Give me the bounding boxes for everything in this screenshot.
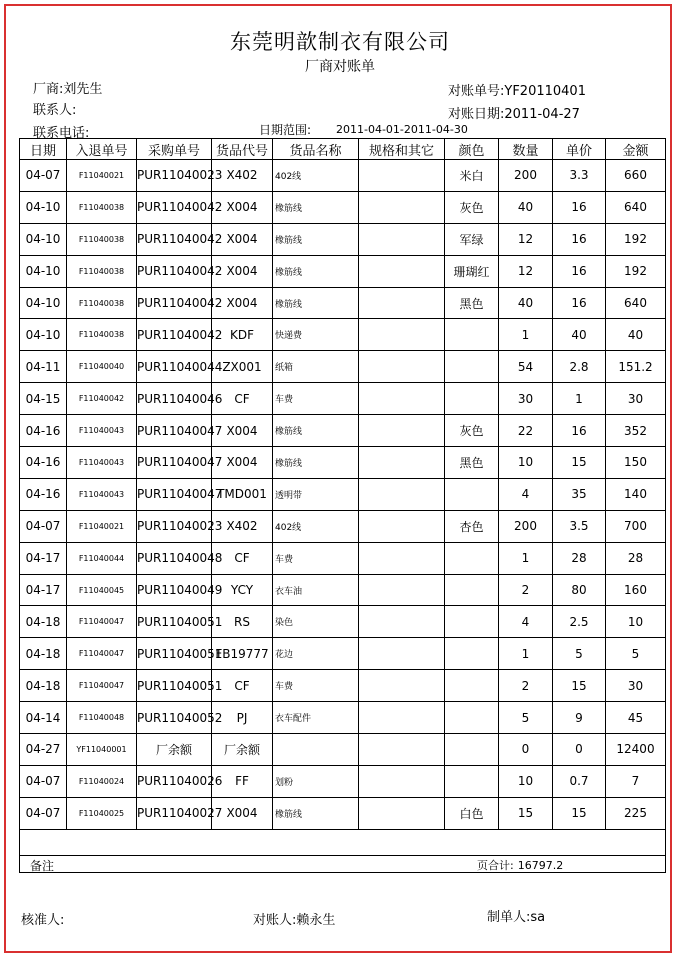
- cell-item-name: 橡筋线: [273, 255, 359, 287]
- cell-item-name: 衣车配件: [273, 702, 359, 734]
- cell-unit-price: 0: [553, 734, 606, 766]
- cell-unit-price: 9: [553, 702, 606, 734]
- page-total-label: 页合计:: [477, 858, 514, 872]
- cell-date: 04-17: [20, 542, 67, 574]
- cell-item-code: TMD001: [212, 478, 273, 510]
- cell-item-name: 纸箱: [273, 351, 359, 383]
- cell-date: 04-17: [20, 574, 67, 606]
- cell-unit-price: 1: [553, 383, 606, 415]
- cell-spec: [359, 702, 445, 734]
- table-row: [20, 319, 666, 351]
- cell-item-name: 橡筋线: [273, 415, 359, 447]
- cell-spec: [359, 223, 445, 255]
- col-header-spec: 规格和其它: [359, 139, 445, 160]
- cell-color: [445, 319, 499, 351]
- cell-item-code: 厂余额: [212, 734, 273, 766]
- cell-item-code: ZX001: [212, 351, 273, 383]
- table-row: [20, 797, 666, 829]
- cell-date: 04-27: [20, 734, 67, 766]
- cell-item-name: 橡筋线: [273, 287, 359, 319]
- table-row: [20, 160, 666, 192]
- cell-item-code: CF: [212, 670, 273, 702]
- cell-color: 珊瑚红: [445, 255, 499, 287]
- cell-date: 04-10: [20, 287, 67, 319]
- cell-item-code: X004: [212, 797, 273, 829]
- cell-inout-no: F11040045: [67, 574, 137, 606]
- cell-spec: [359, 478, 445, 510]
- cell-inout-no: F11040038: [67, 287, 137, 319]
- table-row: [20, 510, 666, 542]
- cell-inout-no: F11040040: [67, 351, 137, 383]
- cell-date: 04-18: [20, 670, 67, 702]
- page-total-value: 16797.2: [517, 858, 564, 872]
- cell-qty: 12: [499, 223, 553, 255]
- cell-qty: 5: [499, 702, 553, 734]
- cell-unit-price: 16: [553, 415, 606, 447]
- cell-item-name: 402线: [273, 510, 359, 542]
- cell-color: 黑色: [445, 287, 499, 319]
- cell-inout-no: F11040021: [67, 510, 137, 542]
- col-header-color: 颜色: [445, 139, 499, 160]
- table-row: [20, 415, 666, 447]
- cell-po-no: PUR11040049: [137, 574, 212, 606]
- cell-spec: [359, 191, 445, 223]
- cell-qty: 40: [499, 191, 553, 223]
- cell-qty: 200: [499, 510, 553, 542]
- cell-qty: 2: [499, 670, 553, 702]
- cell-item-code: X004: [212, 415, 273, 447]
- table-row: [20, 670, 666, 702]
- cell-date: 04-07: [20, 797, 67, 829]
- table-row: [20, 734, 666, 766]
- cell-spec: [359, 447, 445, 479]
- cell-color: 米白: [445, 160, 499, 192]
- cell-item-name: 车费: [273, 383, 359, 415]
- cell-po-no: PUR11040047: [137, 478, 212, 510]
- table-row: [20, 638, 666, 670]
- cell-qty: 1: [499, 542, 553, 574]
- cell-amount: 150: [606, 447, 666, 479]
- table-row: [20, 702, 666, 734]
- date-range-label: 日期范围:: [259, 123, 312, 137]
- cell-inout-no: F11040047: [67, 670, 137, 702]
- cell-spec: [359, 574, 445, 606]
- cell-amount: 192: [606, 255, 666, 287]
- cell-spec: [359, 255, 445, 287]
- cell-item-name: 划粉: [273, 765, 359, 797]
- cell-po-no: PUR11040027: [137, 797, 212, 829]
- cell-item-code: FF: [212, 765, 273, 797]
- cell-unit-price: 2.8: [553, 351, 606, 383]
- cell-unit-price: 5: [553, 638, 606, 670]
- cell-spec: [359, 510, 445, 542]
- cell-po-no: 厂余额: [137, 734, 212, 766]
- table-row: [20, 383, 666, 415]
- cell-date: 04-10: [20, 255, 67, 287]
- cell-spec: [359, 638, 445, 670]
- date-range-value: 2011-04-01-2011-04-30: [336, 123, 468, 136]
- cell-color: 军绿: [445, 223, 499, 255]
- cell-inout-no: F11040047: [67, 638, 137, 670]
- cell-unit-price: 16: [553, 255, 606, 287]
- cell-amount: 7: [606, 765, 666, 797]
- col-header-amount: 金额: [606, 139, 666, 160]
- cell-unit-price: 80: [553, 574, 606, 606]
- col-header-po-no: 采购单号: [137, 139, 212, 160]
- cell-qty: 40: [499, 287, 553, 319]
- cell-po-no: PUR11040042: [137, 191, 212, 223]
- cell-unit-price: 16: [553, 287, 606, 319]
- cell-item-name: 402线: [273, 160, 359, 192]
- cell-po-no: PUR11040042: [137, 319, 212, 351]
- cell-amount: 640: [606, 191, 666, 223]
- cell-po-no: PUR11040047: [137, 447, 212, 479]
- table-row: [20, 574, 666, 606]
- cell-item-code: PJ: [212, 702, 273, 734]
- cell-qty: 1: [499, 319, 553, 351]
- cell-spec: [359, 542, 445, 574]
- cell-unit-price: 3.5: [553, 510, 606, 542]
- cell-spec: [359, 287, 445, 319]
- col-header-date: 日期: [20, 139, 67, 160]
- cell-color: [445, 606, 499, 638]
- table-row: [20, 447, 666, 479]
- empty-row: [20, 829, 666, 855]
- cell-qty: 4: [499, 606, 553, 638]
- cell-spec: [359, 606, 445, 638]
- cell-unit-price: 2.5: [553, 606, 606, 638]
- cell-inout-no: F11040038: [67, 191, 137, 223]
- cell-qty: 54: [499, 351, 553, 383]
- cell-amount: 140: [606, 478, 666, 510]
- cell-po-no: PUR11040048: [137, 542, 212, 574]
- cell-item-code: KDF: [212, 319, 273, 351]
- cell-date: 04-10: [20, 191, 67, 223]
- cell-inout-no: F11040025: [67, 797, 137, 829]
- vendor-label: 厂商:刘先生: [33, 82, 103, 97]
- cell-color: [445, 670, 499, 702]
- cell-item-name: 车费: [273, 670, 359, 702]
- reconciler-label: 对账人:赖永生: [253, 913, 336, 928]
- cell-unit-price: 40: [553, 319, 606, 351]
- cell-inout-no: F11040021: [67, 160, 137, 192]
- cell-item-code: CF: [212, 542, 273, 574]
- cell-po-no: PUR11040042: [137, 223, 212, 255]
- cell-inout-no: F11040048: [67, 702, 137, 734]
- cell-color: 黑色: [445, 447, 499, 479]
- cell-unit-price: 15: [553, 447, 606, 479]
- table-row: [20, 606, 666, 638]
- cell-date: 04-16: [20, 415, 67, 447]
- cell-amount: 192: [606, 223, 666, 255]
- cell-item-code: X004: [212, 447, 273, 479]
- cell-po-no: PUR11040051: [137, 638, 212, 670]
- cell-item-name: 花边: [273, 638, 359, 670]
- preparer-label: 制单人:sa: [487, 910, 546, 925]
- cell-amount: 160: [606, 574, 666, 606]
- cell-item-code: X004: [212, 255, 273, 287]
- cell-po-no: PUR11040044: [137, 351, 212, 383]
- cell-date: 04-10: [20, 223, 67, 255]
- cell-item-code: YCY: [212, 574, 273, 606]
- cell-qty: 10: [499, 447, 553, 479]
- cell-po-no: PUR11040046: [137, 383, 212, 415]
- cell-item-name: 橡筋线: [273, 797, 359, 829]
- cell-color: [445, 574, 499, 606]
- page-total: [477, 857, 563, 873]
- statement-number: 对账单号:YF20110401: [448, 84, 586, 99]
- cell-color: 灰色: [445, 191, 499, 223]
- cell-date: 04-18: [20, 638, 67, 670]
- cell-item-code: FB19777: [212, 638, 273, 670]
- cell-po-no: PUR11040042: [137, 287, 212, 319]
- phone-label: 联系电话:: [33, 126, 90, 141]
- cell-qty: 22: [499, 415, 553, 447]
- col-header-qty: 数量: [499, 139, 553, 160]
- company-name: 东莞明歆制衣有限公司: [230, 30, 450, 54]
- table-row: [20, 765, 666, 797]
- cell-item-code: X004: [212, 223, 273, 255]
- cell-inout-no: F11040038: [67, 255, 137, 287]
- cell-inout-no: YF11040001: [67, 734, 137, 766]
- remarks-label: 备注: [30, 858, 55, 873]
- cell-po-no: PUR11040026: [137, 765, 212, 797]
- cell-inout-no: F11040038: [67, 223, 137, 255]
- cell-amount: 640: [606, 287, 666, 319]
- cell-qty: 1: [499, 638, 553, 670]
- cell-unit-price: 15: [553, 797, 606, 829]
- cell-spec: [359, 670, 445, 702]
- cell-date: 04-18: [20, 606, 67, 638]
- cell-qty: 4: [499, 478, 553, 510]
- cell-qty: 200: [499, 160, 553, 192]
- cell-color: [445, 702, 499, 734]
- cell-item-name: 橡筋线: [273, 223, 359, 255]
- cell-unit-price: 28: [553, 542, 606, 574]
- cell-amount: 30: [606, 383, 666, 415]
- cell-spec: [359, 734, 445, 766]
- cell-qty: 2: [499, 574, 553, 606]
- document-title: 厂商对账单: [305, 59, 375, 75]
- remarks-row: [20, 855, 666, 872]
- cell-color: 灰色: [445, 415, 499, 447]
- cell-item-code: X004: [212, 191, 273, 223]
- cell-qty: 30: [499, 383, 553, 415]
- cell-item-name: 染色: [273, 606, 359, 638]
- cell-color: [445, 478, 499, 510]
- cell-qty: 15: [499, 797, 553, 829]
- cell-color: [445, 638, 499, 670]
- cell-inout-no: F11040043: [67, 447, 137, 479]
- cell-spec: [359, 383, 445, 415]
- cell-inout-no: F11040042: [67, 383, 137, 415]
- contact-label: 联系人:: [33, 103, 77, 118]
- cell-item-code: RS: [212, 606, 273, 638]
- cell-amount: 10: [606, 606, 666, 638]
- cell-po-no: PUR11040042: [137, 255, 212, 287]
- cell-date: 04-07: [20, 765, 67, 797]
- cell-color: [445, 542, 499, 574]
- cell-amount: 700: [606, 510, 666, 542]
- cell-amount: 28: [606, 542, 666, 574]
- cell-po-no: PUR11040023: [137, 510, 212, 542]
- cell-date: 04-07: [20, 160, 67, 192]
- cell-inout-no: F11040024: [67, 765, 137, 797]
- cell-po-no: PUR11040052: [137, 702, 212, 734]
- cell-item-code: X402: [212, 160, 273, 192]
- cell-item-name: 衣车油: [273, 574, 359, 606]
- cell-inout-no: F11040038: [67, 319, 137, 351]
- table-row: [20, 542, 666, 574]
- table-row: [20, 478, 666, 510]
- cell-date: 04-16: [20, 447, 67, 479]
- col-header-item-name: 货品名称: [273, 139, 359, 160]
- table-row: [20, 191, 666, 223]
- table-row: [20, 351, 666, 383]
- cell-color: [445, 765, 499, 797]
- table-row: [20, 223, 666, 255]
- cell-po-no: PUR11040051: [137, 670, 212, 702]
- table-row: [20, 255, 666, 287]
- cell-unit-price: 0.7: [553, 765, 606, 797]
- cell-amount: 12400: [606, 734, 666, 766]
- cell-date: 04-10: [20, 319, 67, 351]
- cell-inout-no: F11040044: [67, 542, 137, 574]
- cell-qty: 0: [499, 734, 553, 766]
- cell-item-code: X004: [212, 287, 273, 319]
- cell-amount: 660: [606, 160, 666, 192]
- cell-item-code: CF: [212, 383, 273, 415]
- cell-amount: 151.2: [606, 351, 666, 383]
- cell-spec: [359, 415, 445, 447]
- cell-date: 04-15: [20, 383, 67, 415]
- cell-po-no: PUR11040047: [137, 415, 212, 447]
- cell-qty: 10: [499, 765, 553, 797]
- cell-date: 04-14: [20, 702, 67, 734]
- cell-inout-no: F11040043: [67, 478, 137, 510]
- cell-color: 杏色: [445, 510, 499, 542]
- cell-item-name: 车费: [273, 542, 359, 574]
- cell-color: [445, 383, 499, 415]
- cell-item-name: 透明带: [273, 478, 359, 510]
- cell-unit-price: 16: [553, 223, 606, 255]
- cell-color: 白色: [445, 797, 499, 829]
- cell-amount: 352: [606, 415, 666, 447]
- cell-color: [445, 351, 499, 383]
- cell-amount: 40: [606, 319, 666, 351]
- cell-unit-price: 3.3: [553, 160, 606, 192]
- cell-amount: 30: [606, 670, 666, 702]
- cell-date: 04-07: [20, 510, 67, 542]
- cell-amount: 5: [606, 638, 666, 670]
- statement-date: 对账日期:2011-04-27: [448, 107, 580, 122]
- statement-table: [19, 138, 666, 873]
- cell-item-name: 快递费: [273, 319, 359, 351]
- cell-unit-price: 16: [553, 191, 606, 223]
- cell-date: 04-11: [20, 351, 67, 383]
- cell-spec: [359, 160, 445, 192]
- table-header-row: [20, 139, 666, 160]
- cell-spec: [359, 319, 445, 351]
- cell-unit-price: 15: [553, 670, 606, 702]
- cell-date: 04-16: [20, 478, 67, 510]
- cell-item-code: X402: [212, 510, 273, 542]
- col-header-unit-price: 单价: [553, 139, 606, 160]
- cell-qty: 12: [499, 255, 553, 287]
- cell-amount: 225: [606, 797, 666, 829]
- cell-inout-no: F11040043: [67, 415, 137, 447]
- cell-po-no: PUR11040023: [137, 160, 212, 192]
- checker-label: 核准人:: [21, 913, 65, 928]
- col-header-item-code: 货品代号: [212, 139, 273, 160]
- table-row: [20, 287, 666, 319]
- cell-spec: [359, 797, 445, 829]
- cell-color: [445, 734, 499, 766]
- cell-item-name: [273, 734, 359, 766]
- cell-inout-no: F11040047: [67, 606, 137, 638]
- cell-spec: [359, 765, 445, 797]
- cell-po-no: PUR11040051: [137, 606, 212, 638]
- cell-spec: [359, 351, 445, 383]
- cell-item-name: 橡筋线: [273, 191, 359, 223]
- cell-amount: 45: [606, 702, 666, 734]
- cell-unit-price: 35: [553, 478, 606, 510]
- cell-item-name: 橡筋线: [273, 447, 359, 479]
- col-header-inout-no: 入退单号: [67, 139, 137, 160]
